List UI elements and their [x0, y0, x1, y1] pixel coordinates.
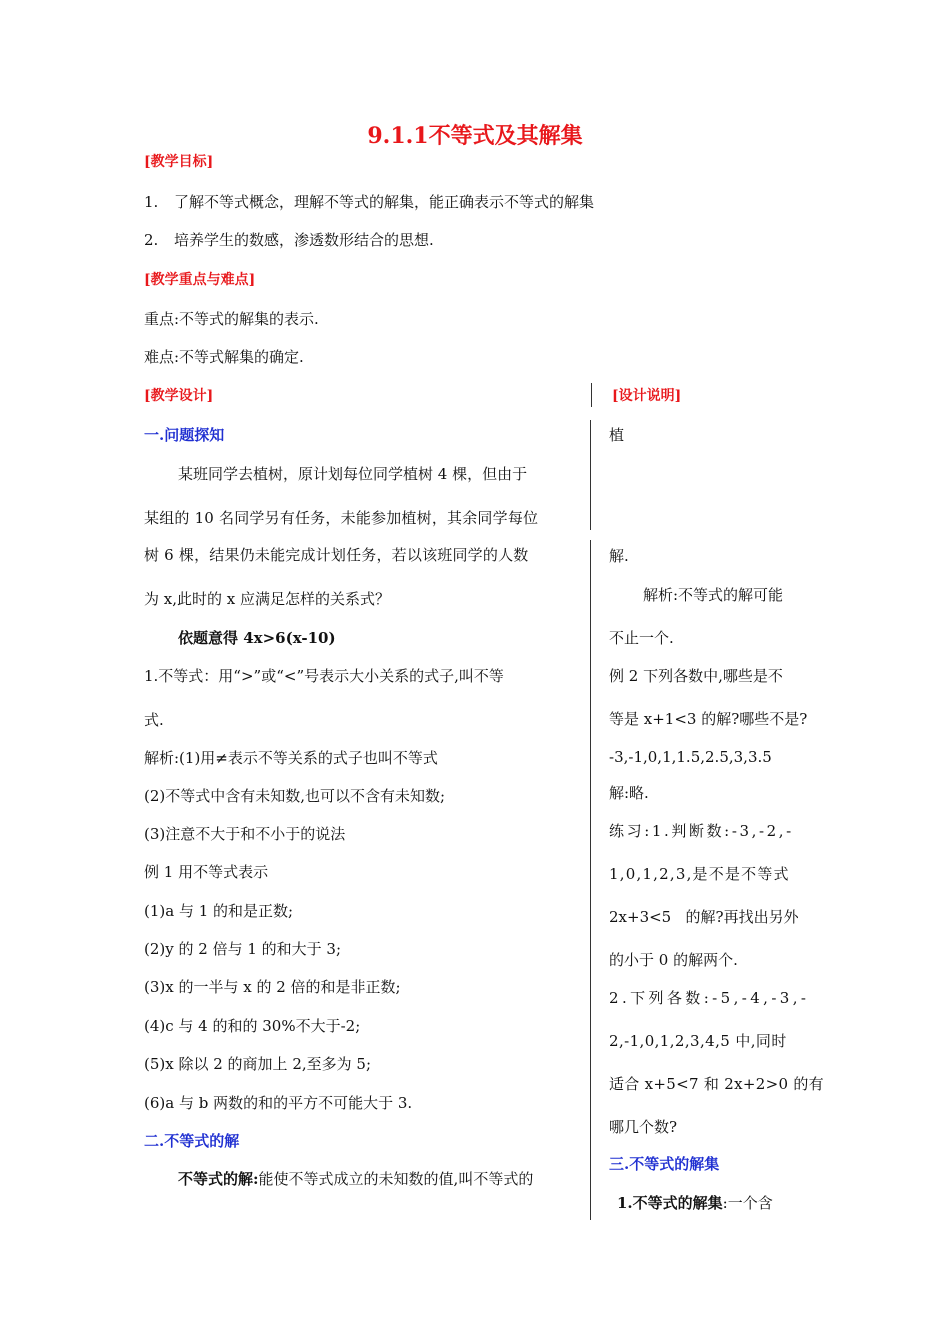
- definition-line-1: 1.不等式：用“>”或“<”号表示大小关系的式子,叫不等: [144, 667, 504, 685]
- note-4: 不止一个.: [609, 629, 674, 647]
- example-1-item-5: (5)x 除以 2 的商加上 2,至多为 5;: [144, 1055, 372, 1073]
- note-example-2-answer: 解:略.: [609, 784, 649, 802]
- objectives-heading: [教学目标]: [144, 154, 214, 170]
- example-1-item-6: (6)a 与 b 两数的和的平方不可能大于 3.: [144, 1094, 413, 1112]
- analysis-3: (3)注意不大于和不小于的说法: [144, 825, 346, 843]
- objective-1-number: 1.: [144, 193, 159, 211]
- note-exercise-2-line-1: 2.下列各数:-5,-4,-3,-: [609, 989, 810, 1007]
- section-problem-heading: 一.问题探知: [144, 426, 225, 444]
- focus-text: 重点:不等式的解集的表示.: [144, 310, 319, 328]
- note-exercise-1-line-1: 练习:1.判断数:-3,-2,-: [609, 822, 794, 840]
- design-notes-heading: [设计说明]: [612, 388, 682, 404]
- objective-1-text: 了解不等式概念，理解不等式的解集，能正确表示不等式的解集: [174, 193, 595, 211]
- solution-label: 不等式的解:: [178, 1170, 259, 1188]
- solution-text: 能使不等式成立的未知数的值,叫不等式的: [258, 1170, 534, 1188]
- problem-line-3: 树 6 棵，结果仍未能完成计划任务，若以该班同学的人数: [144, 546, 529, 564]
- difficulty-text: 难点:不等式解集的确定.: [144, 348, 304, 366]
- section-solution-heading: 二.不等式的解: [144, 1132, 240, 1150]
- note-exercise-1-line-4: 的小于 0 的解两个.: [609, 951, 738, 969]
- design-heading: [教学设计]: [144, 388, 214, 404]
- analysis-2: (2)不等式中含有未知数,也可以不含有未知数;: [144, 787, 446, 805]
- analysis-1: 解析:(1)用≠表示不等关系的式子也叫不等式: [144, 749, 438, 767]
- column-divider-lower: [590, 540, 591, 1220]
- keypoints-heading: [教学重点与难点]: [144, 272, 256, 288]
- problem-line-2: 某组的 10 名同学另有任务，未能参加植树，其余同学每位: [144, 509, 539, 527]
- equation-text: 依题意得 4x>6(x-10): [178, 629, 336, 647]
- note-3: 解析:不等式的解可能: [643, 586, 784, 604]
- note-example-2: 例 2 下列各数中,哪些是不: [609, 667, 783, 685]
- solution-set-text: :一个含: [722, 1194, 773, 1212]
- solution-set-definition: [617, 1193, 773, 1213]
- problem-line-1: 某班同学去植树，原计划每位同学植树 4 棵，但由于: [178, 465, 528, 483]
- note-exercise-2-line-2: 2,-1,0,1,2,3,4,5 中,同时: [609, 1032, 787, 1050]
- note-exercise-2-line-3: 适合 x+5<7 和 2x+2>0 的有: [609, 1075, 824, 1093]
- definition-line-2: 式.: [144, 711, 164, 729]
- objective-2-number: 2.: [144, 231, 159, 249]
- column-divider-upper: [590, 420, 591, 530]
- objective-2-text: 培养学生的数感，渗透数形结合的思想.: [174, 231, 434, 249]
- note-2: 解.: [609, 547, 629, 565]
- problem-line-4: 为 x,此时的 x 应满足怎样的关系式？: [144, 590, 390, 608]
- page-title: 9.1.1不等式及其解集: [367, 123, 583, 149]
- note-1: 植: [609, 426, 625, 444]
- example-1-item-3: (3)x 的一半与 x 的 2 倍的和是非正数;: [144, 978, 401, 996]
- example-1-item-1: (1)a 与 1 的和是正数;: [144, 902, 294, 920]
- note-example-2-question: 等是 x+1<3 的解?哪些不是?: [609, 710, 808, 728]
- column-divider-top: [591, 383, 592, 407]
- solution-definition: [178, 1169, 533, 1189]
- example-1-heading: 例 1 用不等式表示: [144, 863, 269, 881]
- note-exercise-1-line-2: 1,0,1,2,3,是不是不等式: [609, 865, 790, 883]
- example-1-item-4: (4)c 与 4 的和的 30%不大于-2;: [144, 1017, 361, 1035]
- note-exercise-1-line-3: 2x+3<5 的解?再找出另外: [609, 908, 799, 926]
- note-exercise-2-line-4: 哪几个数?: [609, 1118, 678, 1136]
- note-example-2-numbers: -3,-1,0,1,1.5,2.5,3,3.5: [609, 748, 772, 766]
- solution-set-label: 1.不等式的解集: [617, 1194, 723, 1212]
- section-solution-set-heading: 三.不等式的解集: [609, 1155, 720, 1173]
- example-1-item-2: (2)y 的 2 倍与 1 的和大于 3;: [144, 940, 342, 958]
